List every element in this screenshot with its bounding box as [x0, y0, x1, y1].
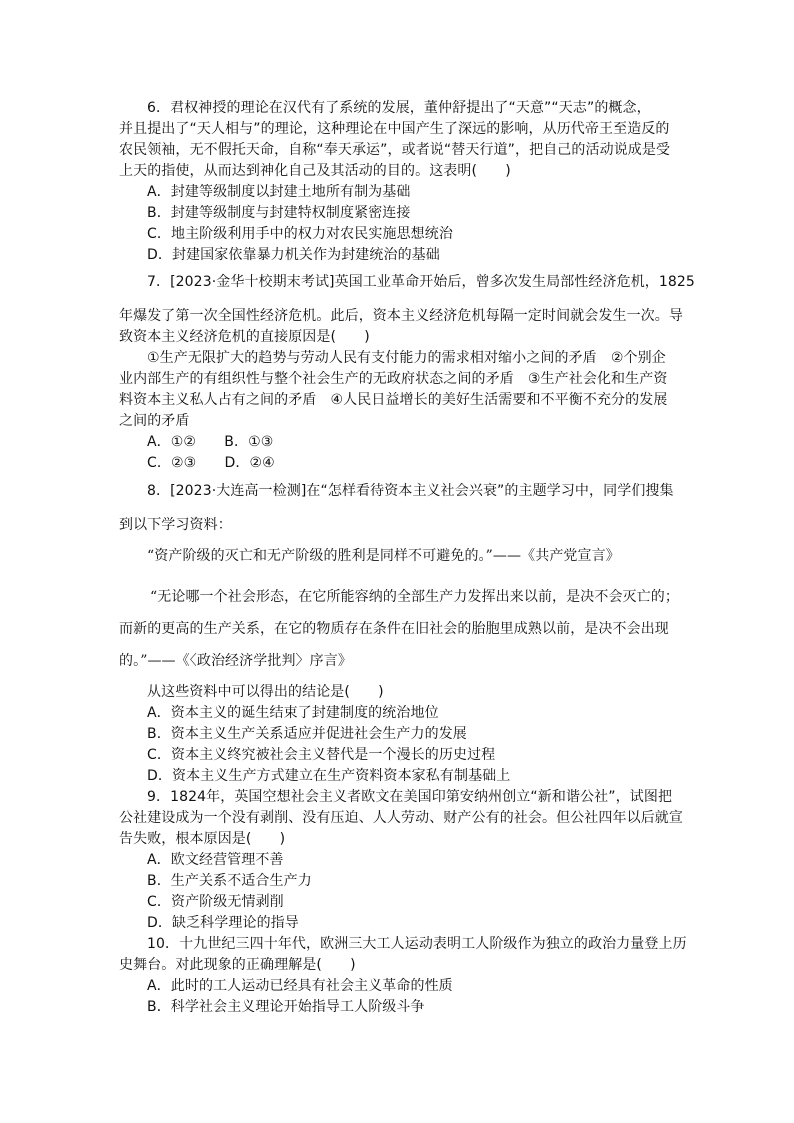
question-9-option-c[interactable]: C．资产阶级无情剥削 — [147, 894, 284, 910]
question-6-option-d[interactable]: D．封建国家依靠暴力机关作为封建统治的基础 — [147, 247, 440, 263]
question-7-stem-line: 年爆发了第一次全国性经济危机。此后，资本主义经济危机每隔一定时间就会发生一次。导 — [119, 308, 683, 324]
question-8-option-c[interactable]: C．资本主义终究被社会主义替代是一个漫长的历史过程 — [147, 747, 496, 763]
question-7-stem-line: 7．[2023·金华十校期末考试]英国工业革命开始后，曾多次发生局部性经济危机，1825 — [147, 274, 695, 290]
question-6-option-b[interactable]: B．封建等级制度与封建特权制度紧密连接 — [147, 205, 411, 221]
question-10-stem-line: 史舞台。对此现象的正确理解是( ) — [119, 957, 356, 973]
question-7-statement-line: 业内部生产的有组织性与整个社会生产的无政府状态之间的矛盾 ③生产社会化和生产资 — [119, 371, 668, 387]
question-6-stem-line: 6．君权神授的理论在汉代有了系统的发展，董仲舒提出了“天意”“天志”的概念， — [147, 100, 651, 116]
question-8-quote-2-line: “无论哪一个社会形态，在它所能容纳的全部生产力发挥出来以前，是决不会灭亡的； — [150, 589, 679, 605]
question-10-stem-line: 10．十九世纪三四十年代，欧洲三大工人运动表明工人阶级作为独立的政治力量登上历 — [147, 936, 687, 952]
question-10-option-b[interactable]: B．科学社会主义理论开始指导工人阶级斗争 — [147, 999, 425, 1015]
question-7-statement-line: ①生产无限扩大的趋势与劳动人民有支付能力的需求相对缩小之间的矛盾 ②个别企 — [147, 350, 666, 366]
question-8-quote-1: “资产阶级的灭亡和无产阶级的胜利是同样不可避免的。”——《共产党宣言》 — [147, 548, 620, 564]
question-9-option-d[interactable]: D．缺乏科学理论的指导 — [147, 915, 299, 931]
question-7-stem-line: 致资本主义经济危机的直接原因是( ) — [119, 329, 370, 345]
question-8-option-b[interactable]: B．资本主义生产关系适应并促进社会生产力的发展 — [147, 726, 467, 742]
question-7-options-cd[interactable]: C．②③ D．②④ — [147, 455, 275, 471]
question-8-option-d[interactable]: D．资本主义生产方式建立在生产资料资本家私有制基础上 — [147, 768, 511, 784]
question-8-quote-2-line: 而新的更高的生产关系，在它的物质存在条件在旧社会的胎胞里成熟以前，是决不会出现 — [119, 621, 669, 637]
question-8-stem-line: 到以下学习资料： — [119, 517, 232, 533]
question-10-option-a[interactable]: A．此时的工人运动已经具有社会主义革命的性质 — [147, 978, 453, 994]
question-6-stem-line: 农民领袖，无不假托天命，自称“奉天承运”，或者说“替天行道”，把自己的活动说成是受 — [119, 142, 671, 158]
question-8-stem-line: 从这些资料中可以得出的结论是( ) — [147, 684, 384, 700]
question-9-stem-line: 告失败，根本原因是( ) — [119, 831, 286, 847]
question-8-quote-2-line: 的。”——《〈政治经济学批判〉序言》 — [119, 653, 352, 669]
question-7-statement-line: 料资本主义私人占有之间的矛盾 ④人民日益增长的美好生活需要和不平衡不充分的发展 — [119, 392, 668, 408]
question-9-stem-line: 公社建设成为一个没有剥削、没有压迫、人人劳动、财产公有的社会。但公社四年以后就宣 — [119, 810, 683, 826]
question-9-option-b[interactable]: B．生产关系不适合生产力 — [147, 873, 312, 889]
question-7-statement-line: 之间的矛盾 — [119, 413, 190, 429]
question-8-option-a[interactable]: A．资本主义的诞生结束了封建制度的统治地位 — [147, 705, 439, 721]
question-9-option-a[interactable]: A．欧文经营管理不善 — [147, 852, 284, 868]
question-8-stem-line: 8．[2023·大连高一检测]在“怎样看待资本主义社会兴衰”的主题学习中，同学们搜集 — [147, 483, 674, 499]
question-6-stem-line: 并且提出了“天人相与”的理论，这种理论在中国产生了深远的影响，从历代帝王至造反的 — [119, 121, 670, 137]
question-6-stem-line: 上天的指使，从而达到神化自己及其活动的目的。这表明( ) — [119, 163, 511, 179]
question-7-options-ab[interactable]: A．①② B．①③ — [147, 434, 274, 450]
question-6-option-a[interactable]: A．封建等级制度以封建土地所有制为基础 — [147, 184, 411, 200]
question-6-option-c[interactable]: C．地主阶级利用手中的权力对农民实施思想统治 — [147, 226, 453, 242]
question-9-stem-line: 9．1824年，英国空想社会主义者欧文在美国印第安纳州创立“新和谐公社”，试图把 — [147, 789, 673, 805]
